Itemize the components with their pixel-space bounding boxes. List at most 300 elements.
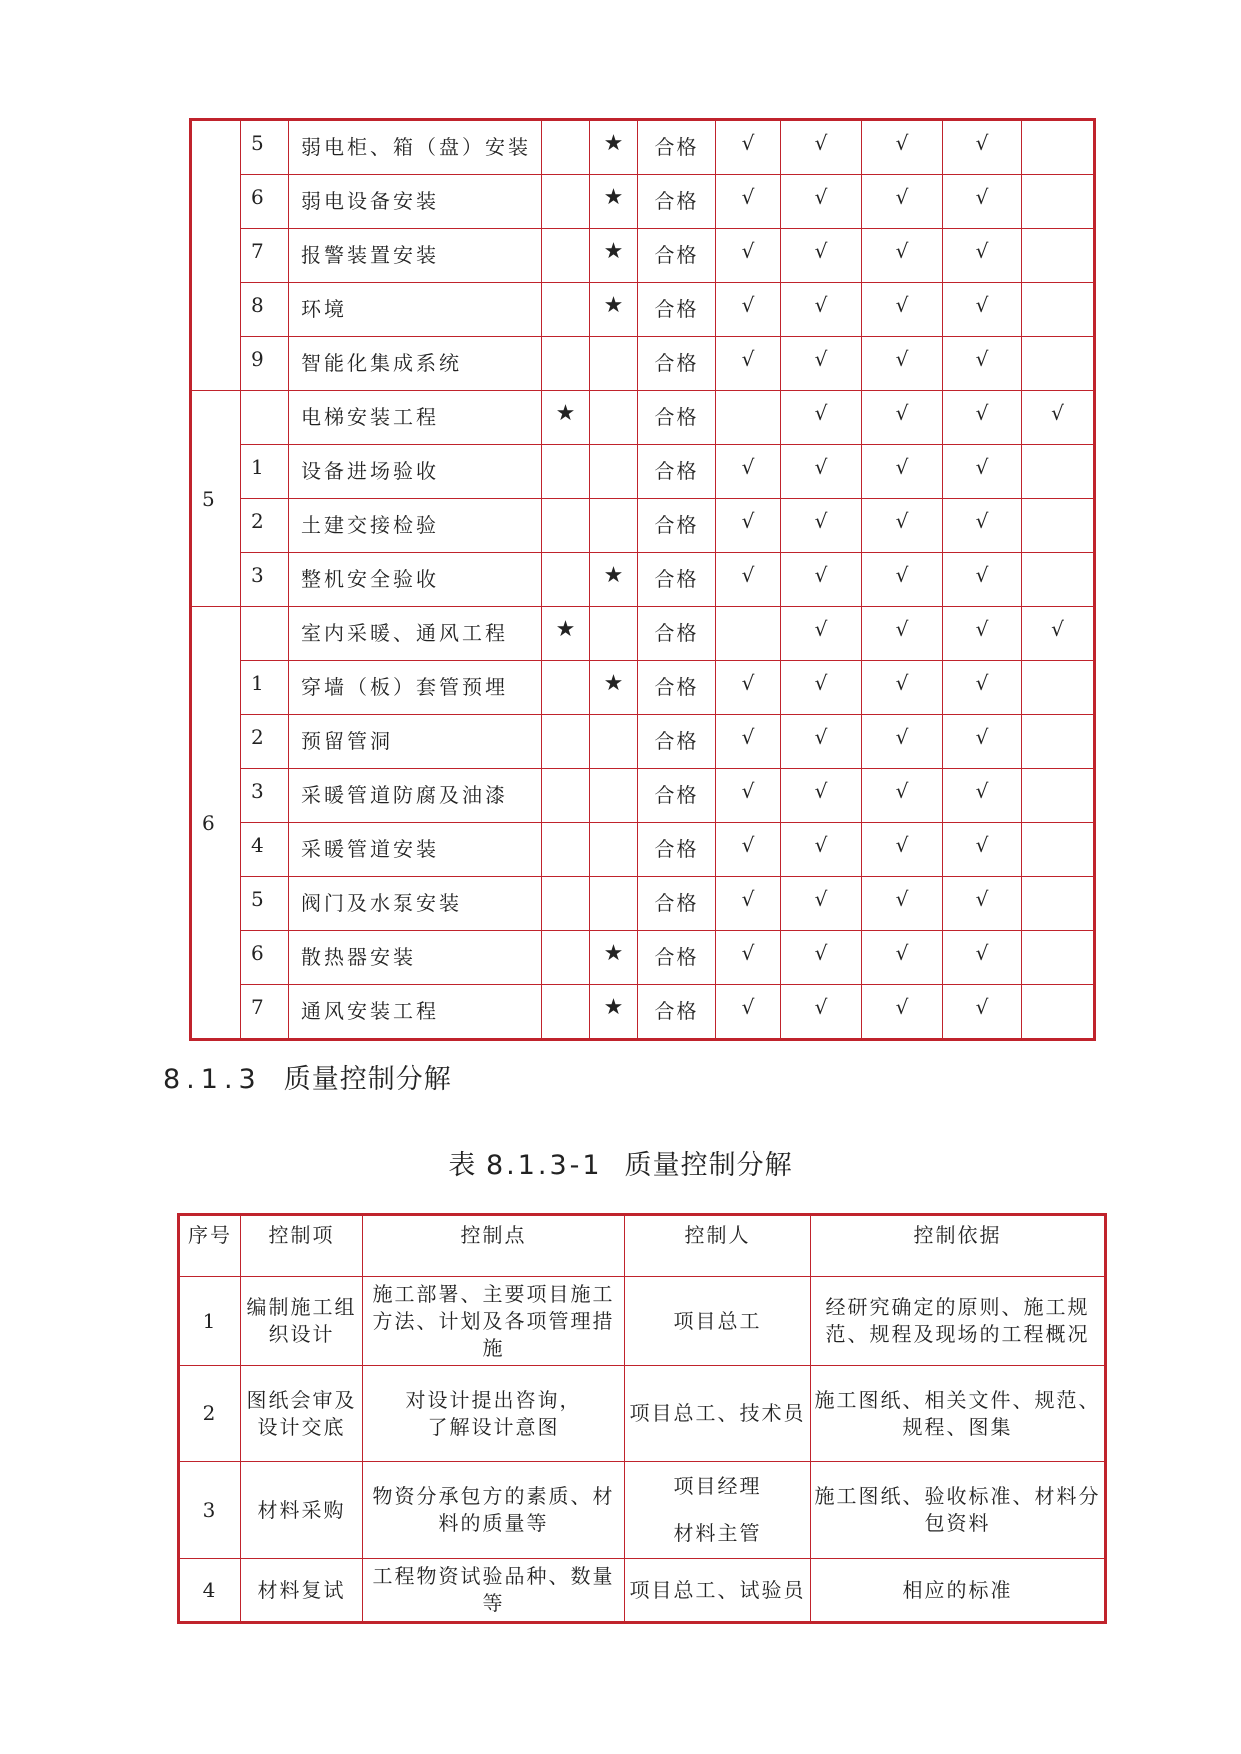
check-mark (943, 715, 1022, 769)
check-mark-text: √ (814, 131, 828, 155)
item-number-text: 2 (251, 509, 264, 533)
item-number (241, 931, 289, 985)
item-name-text: 阀门及水泵安装 (301, 891, 462, 915)
control-point-star-text: ★ (603, 941, 624, 966)
control-point-star (590, 985, 638, 1040)
check-mark (862, 769, 943, 823)
result (638, 931, 716, 985)
check-mark (1022, 391, 1095, 445)
control-point-star (590, 229, 638, 283)
check-mark-text: √ (741, 779, 755, 803)
check-mark-text: √ (741, 293, 755, 317)
table-row (179, 1462, 1106, 1559)
row-basis: 施工图纸、相关文件、规范、规程、图集 (811, 1366, 1106, 1462)
key-item-star (542, 499, 590, 553)
item-name-text: 整机安全验收 (301, 567, 439, 591)
row-item: 材料复试 (241, 1559, 363, 1623)
check-mark-text: √ (814, 239, 828, 263)
check-mark (781, 553, 862, 607)
result-text: 合格 (654, 729, 699, 753)
check-mark-text: √ (895, 563, 909, 587)
table-row (191, 175, 1095, 229)
item-number-text: 7 (251, 239, 264, 263)
check-mark-text (1022, 769, 1093, 779)
item-number-text: 1 (251, 455, 264, 479)
table-row (191, 391, 1095, 445)
result (638, 175, 716, 229)
check-mark (943, 553, 1022, 607)
row-person: 项目总工 (625, 1277, 811, 1366)
item-name-text: 采暖管道防腐及油漆 (301, 783, 508, 807)
item-name (289, 553, 542, 607)
item-name-text: 室内采暖、通风工程 (301, 621, 508, 645)
check-mark (781, 337, 862, 391)
check-mark (862, 715, 943, 769)
check-mark-text: √ (741, 995, 755, 1019)
control-point-star (590, 175, 638, 229)
item-name (289, 283, 542, 337)
item-name-text: 采暖管道安装 (301, 837, 439, 861)
check-mark (943, 823, 1022, 877)
check-mark-text (1022, 499, 1093, 509)
item-number (241, 877, 289, 931)
row-item: 材料采购 (241, 1462, 363, 1559)
check-mark-text (1022, 877, 1093, 887)
result-text: 合格 (654, 297, 699, 321)
check-mark (862, 877, 943, 931)
check-mark (943, 499, 1022, 553)
check-mark-text: √ (741, 185, 755, 209)
key-item-star (542, 931, 590, 985)
key-item-star (542, 823, 590, 877)
control-point-star (590, 661, 638, 715)
check-mark-text (1022, 283, 1093, 293)
key-item-star (542, 607, 590, 661)
check-mark (1022, 769, 1095, 823)
row-person (625, 1462, 811, 1559)
check-mark (862, 229, 943, 283)
result (638, 877, 716, 931)
control-point-star (590, 337, 638, 391)
check-mark-text (1022, 661, 1093, 671)
row-basis: 相应的标准 (811, 1559, 1106, 1623)
check-mark-text: √ (975, 617, 989, 641)
control-point-star (590, 931, 638, 985)
check-mark-text: √ (814, 509, 828, 533)
check-mark-text (1022, 229, 1093, 239)
table-row (191, 877, 1095, 931)
check-mark-text: √ (975, 671, 989, 695)
check-mark-text: √ (895, 185, 909, 209)
row-item: 图纸会审及设计交底 (241, 1366, 363, 1462)
check-mark-text: √ (895, 671, 909, 695)
check-mark-text: √ (1051, 617, 1064, 641)
item-number (241, 985, 289, 1040)
control-point-star-text (590, 337, 637, 347)
check-mark (781, 120, 862, 175)
check-mark (1022, 499, 1095, 553)
check-mark (781, 229, 862, 283)
item-name-text: 土建交接检验 (301, 513, 439, 537)
item-number (241, 661, 289, 715)
check-mark-text: √ (814, 887, 828, 911)
result-text: 合格 (654, 837, 699, 861)
item-name (289, 823, 542, 877)
check-mark (943, 337, 1022, 391)
item-name (289, 445, 542, 499)
result (638, 337, 716, 391)
result (638, 120, 716, 175)
key-item-star-text (542, 985, 589, 995)
result (638, 499, 716, 553)
quality-control-table (177, 1213, 1107, 1624)
check-mark (716, 931, 781, 985)
table-row (191, 445, 1095, 499)
check-mark (1022, 553, 1095, 607)
item-number-text: 4 (251, 833, 264, 857)
item-name-text: 穿墙（板）套管预埋 (301, 675, 508, 699)
row-point: 对设计提出咨询，了解设计意图 (363, 1366, 625, 1462)
item-number (241, 445, 289, 499)
result (638, 985, 716, 1040)
check-mark-text: √ (975, 347, 989, 371)
control-point-star-text: ★ (603, 563, 624, 588)
check-mark-text (1022, 715, 1093, 725)
check-mark (716, 120, 781, 175)
table-row (191, 985, 1095, 1040)
item-number-text (251, 607, 288, 617)
check-mark-text: √ (895, 617, 909, 641)
result (638, 607, 716, 661)
row-person: 项目总工、技术员 (625, 1366, 811, 1462)
item-name (289, 499, 542, 553)
check-mark-text: √ (814, 833, 828, 857)
key-item-star (542, 877, 590, 931)
check-mark (862, 120, 943, 175)
check-mark (943, 985, 1022, 1040)
item-number-text: 5 (251, 887, 264, 911)
item-name-text: 报警装置安装 (301, 243, 439, 267)
check-mark-text: √ (895, 509, 909, 533)
item-name (289, 985, 542, 1040)
check-mark-text: √ (975, 239, 989, 263)
item-name-text: 弱电柜、箱（盘）安装 (301, 135, 531, 159)
table-row (191, 931, 1095, 985)
check-mark-text: √ (741, 563, 755, 587)
check-mark (781, 715, 862, 769)
control-point-star (590, 283, 638, 337)
check-mark-text (1022, 985, 1093, 995)
item-name (289, 337, 542, 391)
check-mark (943, 229, 1022, 283)
result (638, 661, 716, 715)
result-text: 合格 (654, 405, 699, 429)
key-item-star (542, 175, 590, 229)
check-mark (1022, 985, 1095, 1040)
check-mark (781, 391, 862, 445)
table-header-row (179, 1215, 1106, 1277)
control-point-star-text (590, 823, 637, 833)
item-name-text: 环境 (301, 297, 347, 321)
result-text: 合格 (654, 513, 699, 537)
check-mark (781, 931, 862, 985)
item-name-text: 设备进场验收 (301, 459, 439, 483)
check-mark-text: √ (741, 131, 755, 155)
check-mark (1022, 931, 1095, 985)
check-mark (1022, 607, 1095, 661)
check-mark-text: √ (741, 239, 755, 263)
row-no: 1 (179, 1277, 241, 1366)
check-mark-text (1022, 445, 1093, 455)
control-point-star (590, 445, 638, 499)
key-item-star-text (542, 175, 589, 185)
check-mark (1022, 283, 1095, 337)
result (638, 553, 716, 607)
key-item-star-text (542, 661, 589, 671)
check-mark (862, 175, 943, 229)
item-name-text: 散热器安装 (301, 945, 416, 969)
header-seq: 序号 (179, 1215, 241, 1277)
section-number: 8.1.3 (163, 1064, 262, 1095)
item-name (289, 931, 542, 985)
check-mark (1022, 715, 1095, 769)
check-mark (862, 607, 943, 661)
table-row (179, 1366, 1106, 1462)
check-mark (781, 445, 862, 499)
table-row (191, 120, 1095, 175)
check-mark-text: √ (975, 833, 989, 857)
table-row (179, 1277, 1106, 1366)
control-point-star (590, 499, 638, 553)
check-mark-text: √ (814, 725, 828, 749)
result-text: 合格 (654, 999, 699, 1023)
check-mark-text: √ (741, 509, 755, 533)
control-point-star-text (590, 445, 637, 455)
item-number-text: 2 (251, 725, 264, 749)
result-text: 合格 (654, 891, 699, 915)
check-mark-text: √ (975, 779, 989, 803)
check-mark-text (716, 391, 780, 401)
check-mark (716, 607, 781, 661)
check-mark-text: √ (741, 833, 755, 857)
check-mark (716, 229, 781, 283)
item-name (289, 661, 542, 715)
check-mark (716, 985, 781, 1040)
check-mark-text: √ (895, 725, 909, 749)
control-point-star-text (590, 607, 637, 617)
header-control-point: 控制点 (363, 1215, 625, 1277)
item-name-text: 电梯安装工程 (301, 405, 439, 429)
row-person-line: 项目经理 (673, 1474, 762, 1498)
check-mark (716, 445, 781, 499)
check-mark-text (1022, 931, 1093, 941)
check-mark (862, 553, 943, 607)
control-point-star (590, 715, 638, 769)
check-mark (716, 715, 781, 769)
row-basis: 经研究确定的原则、施工规范、规程及现场的工程概况 (811, 1277, 1106, 1366)
result-text: 合格 (654, 783, 699, 807)
key-item-star-text (542, 553, 589, 563)
check-mark (943, 445, 1022, 499)
check-mark (781, 283, 862, 337)
check-mark-text: √ (814, 185, 828, 209)
check-mark (1022, 120, 1095, 175)
row-no: 2 (179, 1366, 241, 1462)
row-no: 4 (179, 1559, 241, 1623)
check-mark-text: √ (895, 293, 909, 317)
result-text: 合格 (654, 459, 699, 483)
control-point-star-text: ★ (603, 671, 624, 696)
check-mark-text: √ (741, 455, 755, 479)
check-mark (716, 391, 781, 445)
check-mark-text: √ (895, 887, 909, 911)
row-item: 编制施工组织设计 (241, 1277, 363, 1366)
item-number-text: 7 (251, 995, 264, 1019)
item-number-text: 8 (251, 293, 264, 317)
control-point-star (590, 769, 638, 823)
control-point-star (590, 823, 638, 877)
control-point-star-text: ★ (603, 131, 624, 156)
check-mark-text: √ (975, 509, 989, 533)
check-mark-text: √ (1051, 401, 1064, 425)
result (638, 769, 716, 823)
check-mark (862, 283, 943, 337)
row-basis: 施工图纸、验收标准、材料分包资料 (811, 1462, 1106, 1559)
check-mark (716, 823, 781, 877)
check-mark-text: √ (975, 293, 989, 317)
check-mark-text: √ (975, 455, 989, 479)
result (638, 715, 716, 769)
item-number (241, 607, 289, 661)
row-point: 物资分承包方的素质、材料的质量等 (363, 1462, 625, 1559)
result (638, 823, 716, 877)
check-mark (781, 823, 862, 877)
check-mark-text (1022, 121, 1093, 131)
check-mark-text: √ (895, 833, 909, 857)
key-item-star-text (542, 445, 589, 455)
item-number (241, 769, 289, 823)
check-mark (1022, 445, 1095, 499)
group-number (191, 120, 241, 391)
check-mark-text: √ (895, 131, 909, 155)
key-item-star (542, 391, 590, 445)
header-basis: 控制依据 (811, 1215, 1106, 1277)
check-mark-text: √ (895, 401, 909, 425)
item-number-text: 3 (251, 779, 264, 803)
control-point-star-text: ★ (603, 995, 624, 1020)
check-mark (781, 607, 862, 661)
check-mark (862, 931, 943, 985)
check-mark (716, 337, 781, 391)
check-mark (862, 445, 943, 499)
inspection-table-body (191, 120, 1095, 1040)
control-point-star-text: ★ (603, 239, 624, 264)
key-item-star-text (542, 823, 589, 833)
item-name (289, 391, 542, 445)
check-mark-text (1022, 337, 1093, 347)
check-mark (862, 985, 943, 1040)
check-mark (1022, 175, 1095, 229)
key-item-star-text (542, 283, 589, 293)
check-mark-text: √ (814, 455, 828, 479)
key-item-star-text (542, 337, 589, 347)
key-item-star (542, 283, 590, 337)
check-mark-text: √ (975, 941, 989, 965)
check-mark-text: √ (975, 995, 989, 1019)
item-number (241, 391, 289, 445)
table-row (179, 1559, 1106, 1623)
table-row (191, 823, 1095, 877)
key-item-star-text: ★ (555, 401, 576, 426)
key-item-star (542, 661, 590, 715)
result-text: 合格 (654, 567, 699, 591)
check-mark-text: √ (895, 347, 909, 371)
item-name-text: 弱电设备安装 (301, 189, 439, 213)
key-item-star (542, 445, 590, 499)
key-item-star-text (542, 499, 589, 509)
item-name (289, 715, 542, 769)
check-mark (781, 661, 862, 715)
row-point: 施工部署、主要项目施工方法、计划及各项管理措施 (363, 1277, 625, 1366)
item-name (289, 877, 542, 931)
check-mark-text: √ (814, 941, 828, 965)
item-number (241, 553, 289, 607)
group-number: 5 (191, 391, 241, 607)
control-point-star (590, 120, 638, 175)
check-mark (716, 877, 781, 931)
check-mark (716, 175, 781, 229)
row-person-line: 材料主管 (673, 1521, 762, 1545)
check-mark-text (716, 607, 780, 617)
check-mark-text: √ (975, 185, 989, 209)
item-number (241, 337, 289, 391)
item-number (241, 175, 289, 229)
item-number-text: 6 (251, 185, 264, 209)
check-mark (943, 607, 1022, 661)
item-number (241, 715, 289, 769)
result (638, 229, 716, 283)
item-number-text: 3 (251, 563, 264, 587)
result (638, 391, 716, 445)
key-item-star-text (542, 715, 589, 725)
item-name (289, 175, 542, 229)
control-point-star (590, 553, 638, 607)
item-number (241, 283, 289, 337)
check-mark-text: √ (975, 131, 989, 155)
check-mark (862, 337, 943, 391)
check-mark-text: √ (975, 563, 989, 587)
item-name (289, 607, 542, 661)
check-mark (943, 769, 1022, 823)
table-caption (0, 1143, 1241, 1182)
item-number (241, 229, 289, 283)
result-text: 合格 (654, 243, 699, 267)
check-mark-text: √ (741, 671, 755, 695)
table-row (191, 283, 1095, 337)
key-item-star-text (542, 931, 589, 941)
control-point-star-text (590, 499, 637, 509)
caption-prefix: 表 (448, 1150, 477, 1181)
key-item-star (542, 120, 590, 175)
key-item-star-text (542, 769, 589, 779)
check-mark (1022, 337, 1095, 391)
key-item-star-text: ★ (555, 617, 576, 642)
item-number-text: 5 (251, 131, 264, 155)
row-no: 3 (179, 1462, 241, 1559)
check-mark-text: √ (814, 401, 828, 425)
check-mark (781, 985, 862, 1040)
check-mark (781, 769, 862, 823)
